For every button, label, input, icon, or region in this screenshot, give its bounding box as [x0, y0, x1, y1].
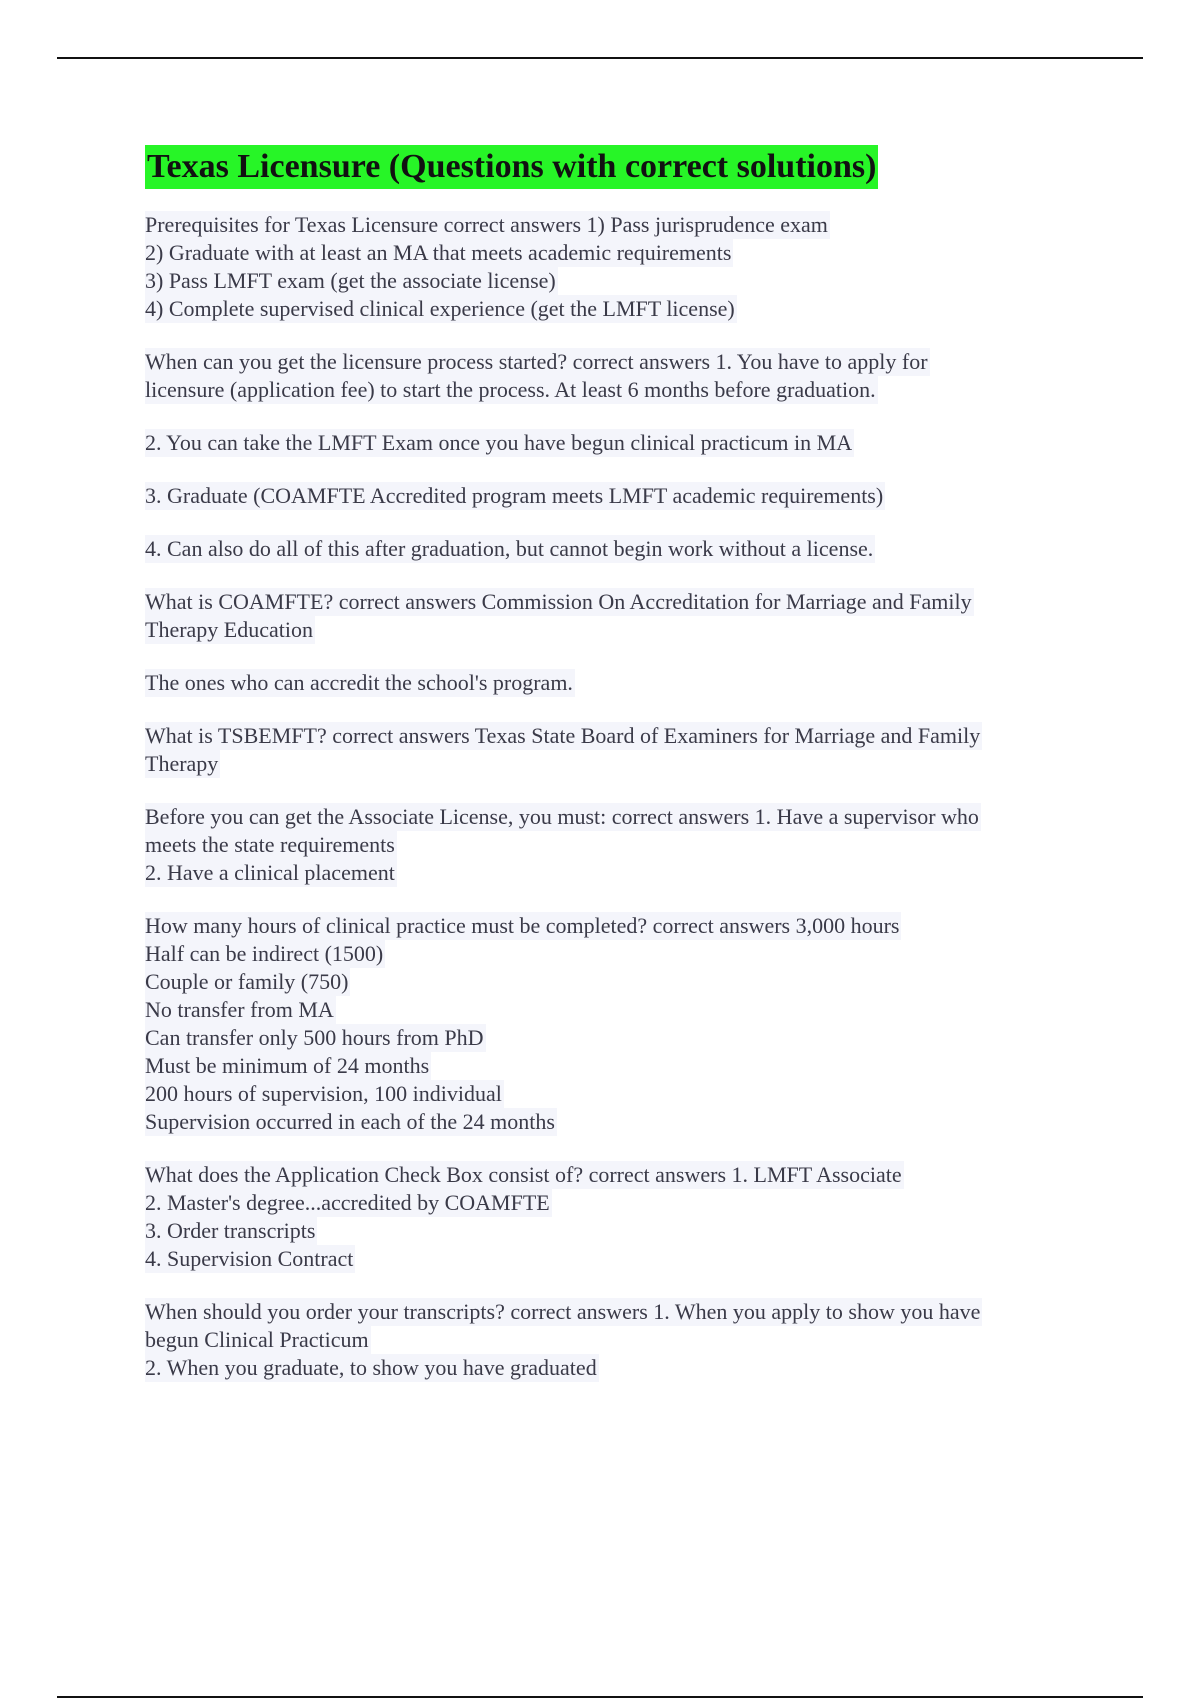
- qa-paragraph: [145, 211, 1075, 323]
- text-line: What is COAMFTE? correct answers Commission On Accreditation for Marriage and Family: [145, 589, 972, 614]
- text-line: 2. When you graduate, to show you have graduated: [145, 1355, 597, 1380]
- text-line: 3) Pass LMFT exam (get the associate license): [145, 268, 556, 293]
- qa-paragraph: [145, 912, 1075, 1136]
- text-line: licensure (application fee) to start the process. At least 6 months before graduation.: [145, 377, 876, 402]
- text-line: Prerequisites for Texas Licensure correct answers 1) Pass jurisprudence exam: [145, 212, 828, 237]
- text-line: No transfer from MA: [145, 997, 334, 1022]
- text-line: 2. Master's degree...accredited by COAMFTE: [145, 1190, 550, 1215]
- text-line: The ones who can accredit the school's program.: [145, 670, 573, 695]
- top-rule: [57, 57, 1143, 59]
- document-title: Texas Licensure (Questions with correct solutions): [145, 145, 878, 189]
- text-line: 3. Graduate (COAMFTE Accredited program meets LMFT academic requirements): [145, 483, 884, 508]
- qa-paragraph: [145, 348, 1075, 404]
- document-body: [145, 145, 1075, 1407]
- text-line: Before you can get the Associate License, you must: correct answers 1. Have a supervisor who: [145, 804, 979, 829]
- text-line: 2. You can take the LMFT Exam once you have begun clinical practicum in MA: [145, 430, 853, 455]
- bottom-rule: [57, 1696, 1143, 1698]
- text-line: 3. Order transcripts: [145, 1218, 316, 1243]
- qa-paragraph: [145, 722, 1075, 778]
- qa-list: [145, 211, 1075, 1382]
- text-line: Therapy: [145, 751, 219, 776]
- text-line: 4. Can also do all of this after graduation, but cannot begin work without a license.: [145, 536, 874, 561]
- qa-paragraph: [145, 1298, 1075, 1382]
- text-line: When can you get the licensure process started? correct answers 1. You have to apply for: [145, 349, 928, 374]
- qa-paragraph: [145, 482, 1075, 510]
- text-line: 2) Graduate with at least an MA that meets academic requirements: [145, 240, 732, 265]
- text-line: Half can be indirect (1500): [145, 941, 384, 966]
- text-line: 4. Supervision Contract: [145, 1246, 354, 1271]
- qa-paragraph: [145, 535, 1075, 563]
- text-line: Can transfer only 500 hours from PhD: [145, 1025, 484, 1050]
- text-line: What is TSBEMFT? correct answers Texas State Board of Examiners for Marriage and Family: [145, 723, 981, 748]
- qa-paragraph: [145, 669, 1075, 697]
- qa-paragraph: [145, 803, 1075, 887]
- text-line: meets the state requirements: [145, 832, 395, 857]
- text-line: 2. Have a clinical placement: [145, 860, 395, 885]
- text-line: When should you order your transcripts? correct answers 1. When you apply to show you have: [145, 1299, 981, 1324]
- text-line: Supervision occurred in each of the 24 months: [145, 1109, 555, 1134]
- text-line: 4) Complete supervised clinical experience (get the LMFT license): [145, 296, 735, 321]
- text-line: Must be minimum of 24 months: [145, 1053, 430, 1078]
- text-line: Couple or family (750): [145, 969, 349, 994]
- text-line: How many hours of clinical practice must be completed? correct answers 3,000 hours: [145, 913, 900, 938]
- qa-paragraph: [145, 429, 1075, 457]
- qa-paragraph: [145, 588, 1075, 644]
- qa-paragraph: [145, 1161, 1075, 1273]
- text-line: What does the Application Check Box consist of? correct answers 1. LMFT Associate: [145, 1162, 902, 1187]
- text-line: begun Clinical Practicum: [145, 1327, 369, 1352]
- text-line: Therapy Education: [145, 617, 313, 642]
- text-line: 200 hours of supervision, 100 individual: [145, 1081, 502, 1106]
